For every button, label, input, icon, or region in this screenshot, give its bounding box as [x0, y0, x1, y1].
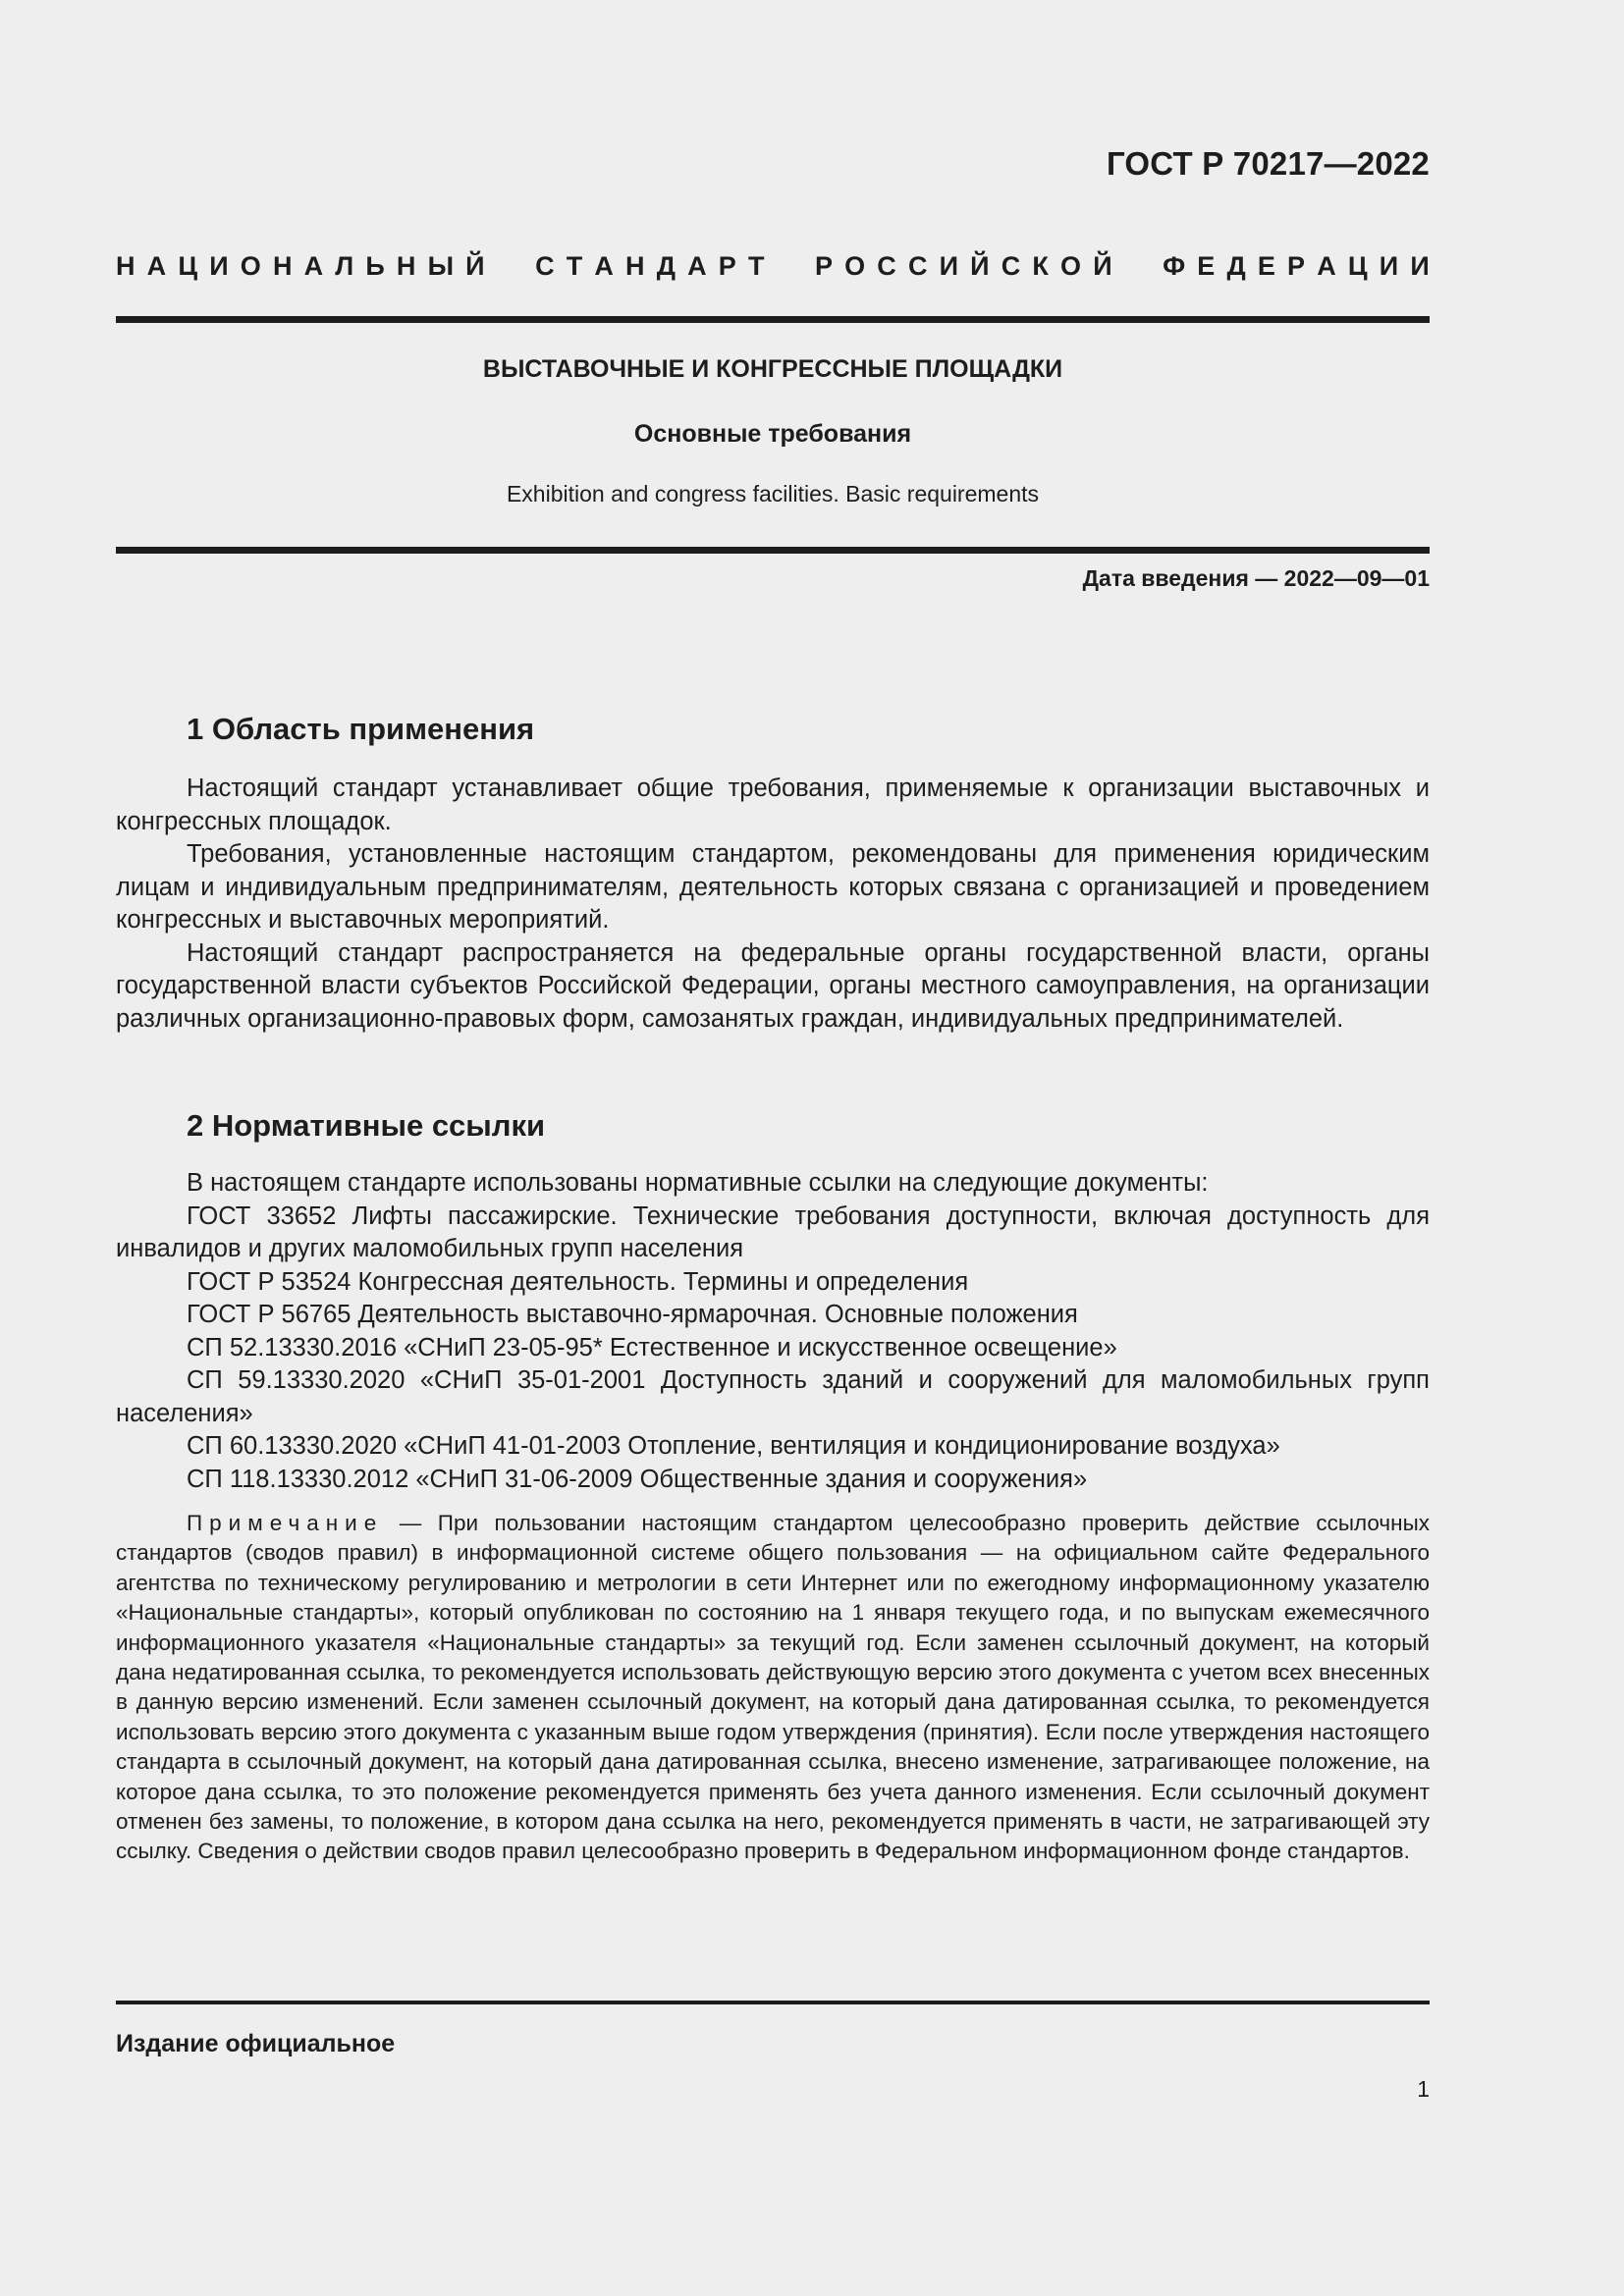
banner-letter: О [240, 251, 261, 281]
banner-letter: Л [335, 251, 354, 281]
banner-letter: Ц [178, 251, 198, 281]
document-subtitle: Основные требования [633, 420, 912, 448]
official-edition-label: Издание официальное [116, 2030, 396, 2057]
banner-letter: Т [566, 251, 583, 281]
english-title: Exhibition and congress facilities. Basic requirements [506, 481, 1040, 507]
banner-letter: Е [1257, 251, 1275, 281]
reference-item: СП 59.13330.2020 «СНиП 35-01-2001 Доступность зданий и сооружений для маломобильных групп населения» [116, 1366, 1430, 1427]
banner-letter: И [209, 251, 229, 281]
section-1-heading: 1 Область применения [187, 712, 535, 746]
banner-letter: Й [1093, 251, 1112, 281]
national-standard-banner [116, 251, 1430, 282]
banner-letter: Р [814, 251, 833, 281]
banner-letter: К [1032, 251, 1049, 281]
banner-letter: Ц [1347, 251, 1368, 281]
footer-rule [116, 2001, 1430, 2004]
document-page [116, 0, 1430, 2296]
note-text: — При пользовании настоящим стандартом целесообразно проверить действие ссылочных стандартов (сводов правил) в информационной системе общего пользования — на официальном сайте Федерального агентства по техническому регулированию и метрологии в сети Интернет или по ежегодному информационному указателю «Национальные стандарты», который опубликован по состоянию на 1 января текущего года, и по выпускам ежемесячного информационного указателя «Национальные стандарты» за текущий год. Если заменен ссылочный документ, на который дана недатированная ссылка, то рекомендуется использовать действующую версию этого документа с учетом всех внесенных в данную версию изменений. Если заменен ссылочный документ, на который дана датированная ссылка, то рекомендуется использовать версию этого документа с указанным выше годом утверждения (принятия). Если после утверждения настоящего стандарта в ссылочный документ, на который дана датированная ссылка, внесено изменение, затрагивающее положение, на которое дана ссылка, то это положение рекомендуется применять без учета данного изменения. Если ссылочный документ отменен без замены, то положение, в котором дана ссылка на него, рекомендуется применять в части, не затрагивающей эту ссылку. Сведения о действии сводов правил целесообразно проверить в Федеральном информационном фонде стандартов. [116, 1511, 1430, 1864]
banner-letter: А [594, 251, 614, 281]
banner-letter: С [535, 251, 555, 281]
banner-letter: С [1001, 251, 1021, 281]
banner-letter: А [687, 251, 707, 281]
banner-letter: Ы [427, 251, 455, 281]
reference-item: ГОСТ 33652 Лифты пассажирские. Технические требования доступности, включая доступность для инвалидов и других маломобильных групп населения [116, 1201, 1430, 1262]
section-1-paragraph: Настоящий стандарт распространяется на федеральные органы государственной власти, органы государственной власти субъектов Российской Федерации, органы местного самоуправления, на организации различных организационно-правовых форм, самозанятых граждан, индивидуальных предпринимателей. [116, 938, 1430, 1033]
banner-space [795, 251, 803, 282]
reference-item: ГОСТ Р 56765 Деятельность выставочно-ярмарочная. Основные положения [187, 1301, 1078, 1328]
banner-letter: Й [970, 251, 990, 281]
section-2-heading: 2 Нормативные ссылки [187, 1108, 546, 1143]
banner-letter: А [1317, 251, 1336, 281]
banner-letter: Д [1226, 251, 1246, 281]
section-2-body [116, 1167, 1430, 1496]
reference-intro: В настоящем стандарте использованы нормативные ссылки на следующие документы: [187, 1169, 1209, 1197]
banner-letter: О [844, 251, 866, 281]
banner-letter: Т [747, 251, 765, 281]
reference-item: СП 60.13330.2020 «СНиП 41-01-2003 Отопление, вентиляция и кондиционирование воздуха» [187, 1432, 1280, 1460]
banner-letter: И [1410, 251, 1430, 281]
header-rule [116, 316, 1430, 323]
banner-letter: Й [465, 251, 485, 281]
banner-letter: Ф [1163, 251, 1186, 281]
banner-letter: Ь [365, 251, 385, 281]
banner-space [497, 251, 505, 282]
banner-letter: Н [116, 251, 135, 281]
banner-space [1124, 251, 1132, 282]
reference-note [116, 1509, 1430, 1867]
reference-item: СП 118.13330.2012 «СНиП 31-06-2009 Общественные здания и сооружения» [187, 1465, 1088, 1493]
section-1-body [116, 773, 1430, 1036]
banner-space [515, 251, 523, 282]
banner-letter: Н [396, 251, 416, 281]
banner-letter: А [146, 251, 167, 281]
reference-item: СП 52.13330.2016 «СНиП 23-05-95* Естественное и искусственное освещение» [187, 1333, 1117, 1362]
banner-letter: Д [656, 251, 676, 281]
banner-letter: А [303, 251, 324, 281]
introduction-date: Дата введения — 2022—09—01 [1082, 565, 1430, 591]
page-number: 1 [1417, 2076, 1430, 2102]
banner-letter: О [1060, 251, 1082, 281]
section-1-paragraph: Настоящий стандарт устанавливает общие требования, применяемые к организации выставочных и конгрессных площадок. [116, 774, 1430, 835]
banner-letter: И [939, 251, 958, 281]
banner-letter: Р [718, 251, 736, 281]
banner-letter: И [1379, 251, 1399, 281]
standard-number: ГОСТ Р 70217—2022 [1106, 145, 1430, 182]
banner-letter: Н [625, 251, 645, 281]
banner-letter: С [907, 251, 928, 281]
reference-item: ГОСТ Р 53524 Конгрессная деятельность. Термины и определения [187, 1267, 969, 1296]
document-title: ВЫСТАВОЧНЫЕ И КОНГРЕССНЫЕ ПЛОЩАДКИ [482, 355, 1063, 383]
banner-space [1143, 251, 1151, 282]
section-1-paragraph: Требования, установленные настоящим стандартом, рекомендованы для применения юридическим лицам и индивидуальным предпринимателям, деятельность которых связана с организацией и проведением конгрессных и выставочных мероприятий. [116, 840, 1430, 934]
banner-letter: Е [1197, 251, 1216, 281]
note-label: Примечание [187, 1511, 384, 1535]
banner-letter: С [877, 251, 896, 281]
banner-letter: Н [272, 251, 293, 281]
banner-space [777, 251, 785, 282]
banner-letter: Р [1287, 251, 1306, 281]
title-rule [116, 547, 1430, 554]
